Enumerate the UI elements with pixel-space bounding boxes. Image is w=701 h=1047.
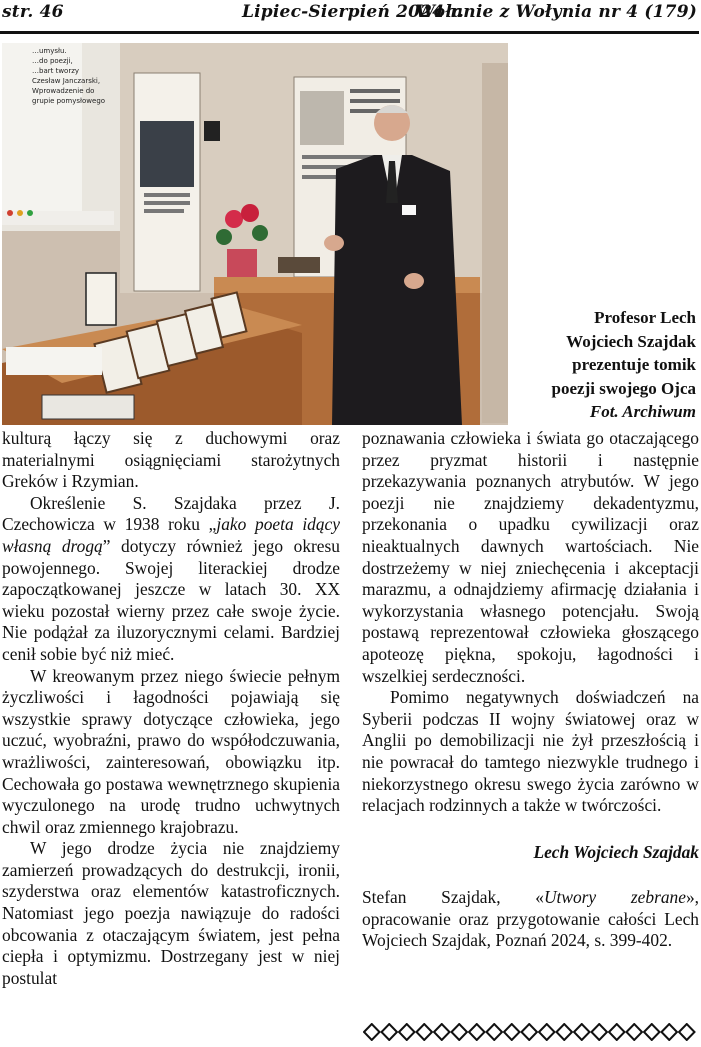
svg-text:grupie pomysłowego: grupie pomysłowego (32, 97, 106, 105)
quote: jako poeta idący własną drogą (2, 514, 340, 556)
svg-text:Czesław Janczarski,: Czesław Janczarski, (32, 77, 101, 85)
diamond-shape (364, 1024, 380, 1040)
diamond-shape (399, 1024, 415, 1040)
page-header (0, 0, 701, 36)
photo-caption (512, 306, 696, 424)
diamond-shape (574, 1024, 590, 1040)
biblio-text: Stefan Szajdak, « (362, 887, 544, 908)
diamond-shape (452, 1024, 468, 1040)
diamond-shape (662, 1024, 678, 1040)
diamond-border-icon (363, 1023, 697, 1041)
diamond-shape (417, 1024, 433, 1040)
diamond-shape (434, 1024, 450, 1040)
diamond-shape (469, 1024, 485, 1040)
paragraph-text: ” dotyczy również jego okresu powojennego. Swojej literackiej drodze zapoczątkowanej jeszcze w latach 30. XX wieku pozostał wierny przez całe swoje życie. Nie podążał za iluzorycznymi celami. Bardziej cenił sobie być niż mieć. (2, 535, 340, 664)
svg-text:…umysłu.: …umysłu. (32, 47, 67, 55)
photo-credit: Fot. Archiwum (589, 402, 696, 421)
right-column (362, 428, 699, 952)
diamond-shape (382, 1024, 398, 1040)
magazine-title: Wołanie z Wołynia nr 4 (179) (415, 2, 697, 22)
svg-text:…bart tworzy: …bart tworzy (32, 67, 80, 75)
paragraph: W kreowanym przez niego świecie pełnym życzliwości i łagodności pojawiają się wszystkie sprawy dotyczące człowieka, jego uczuć, wyobraźni, prawo do współodczuwania, wrażliwości, zainteresowań, obowiązku itp. Cechowała go postawa wewnętrznego skupienia wyczulonego na urodę trudno uchwytnych chwil oraz zmiennego krajobrazu. (2, 665, 340, 837)
book-title: Utwory zebrane (543, 887, 686, 908)
diamond-shape (679, 1024, 695, 1040)
diamond-shape (592, 1024, 608, 1040)
diamond-shape (487, 1024, 503, 1040)
diamond-shape (609, 1024, 625, 1040)
paragraph: poznawania człowieka i świata go otaczającego przez pryzmat historii i następnie przekazywania poznanych atrybutów. W jego poezji nie znajdziemy dekadentyzmu, przekonania o upadku cywilizacji oraz nieaktualnych dawnych wartościach. Nie dostrzeżemy w niej zniechęcenia i akceptacji marazmu, a odnajdziemy afirmację działania i wykorzystania własnego potencjału. Swoją postawą reprezentował człowieka głoszącego apoteozę piękna, spokoju, łagodności i wszelkiej serdeczności. (362, 428, 699, 686)
caption-line-1: Profesor Lech (594, 308, 696, 327)
diamond-shape (539, 1024, 555, 1040)
paragraph-text: Określenie S. Szajdaka przez J. Czechowicza w 1938 roku „ (2, 492, 340, 535)
article-author: Lech Wojciech Szajdak (533, 841, 699, 862)
event-photo (2, 43, 508, 425)
paragraph: kulturą łączy się z duchowymi oraz materialnymi osiągnięciami starożytnych Greków i Rzymian. (2, 428, 340, 492)
paragraph: Pomimo negatywnych doświadczeń na Syberii podczas II wojny światowej oraz w Anglii po demobilizacji nie żył przeszłością i nie powracał do tamtego niezwykle trudnego i niekorzystnego okresu swego życia zarówno w relacjach rodzinnych a także w twórczości. (362, 687, 699, 816)
diamond-shape (504, 1024, 520, 1040)
caption-line-3: prezentuje tomik (572, 355, 696, 374)
diamond-shape (644, 1024, 660, 1040)
caption-line-4: poezji swojego Ojca (551, 378, 696, 398)
header-rule (0, 31, 699, 34)
diamond-shape (557, 1024, 573, 1040)
caption-line-2: Wojciech Szajdak (566, 331, 696, 351)
diamond-shape (522, 1024, 538, 1040)
diamond-shape (627, 1024, 643, 1040)
issue-date: Lipiec-Sierpień 2024 r. (242, 2, 465, 22)
biblio-text: », opracowanie oraz przygotowanie całości Lech Wojciech Szajdak, Poznań 2024, s. 399-402. (362, 887, 699, 951)
svg-text:Wprowadzenie do: Wprowadzenie do (32, 87, 95, 95)
paragraph (2, 493, 340, 666)
page-number: str. 46 (2, 2, 64, 22)
left-column (2, 428, 340, 989)
paragraph: W jego drodze życia nie znajdziemy zamierzeń prowadzących do destrukcji, ironii, szyderstwa oraz elementów katastroficznych. Natomiast jego poezja nawiązuje do radości obcowania z otaczającym światem, jest pełna ciepła i optymizmu. Dostrzegany jest w niej postulat (2, 838, 340, 988)
svg-text:…do poezji,: …do poezji, (32, 57, 73, 65)
bibliography-note (362, 887, 699, 952)
